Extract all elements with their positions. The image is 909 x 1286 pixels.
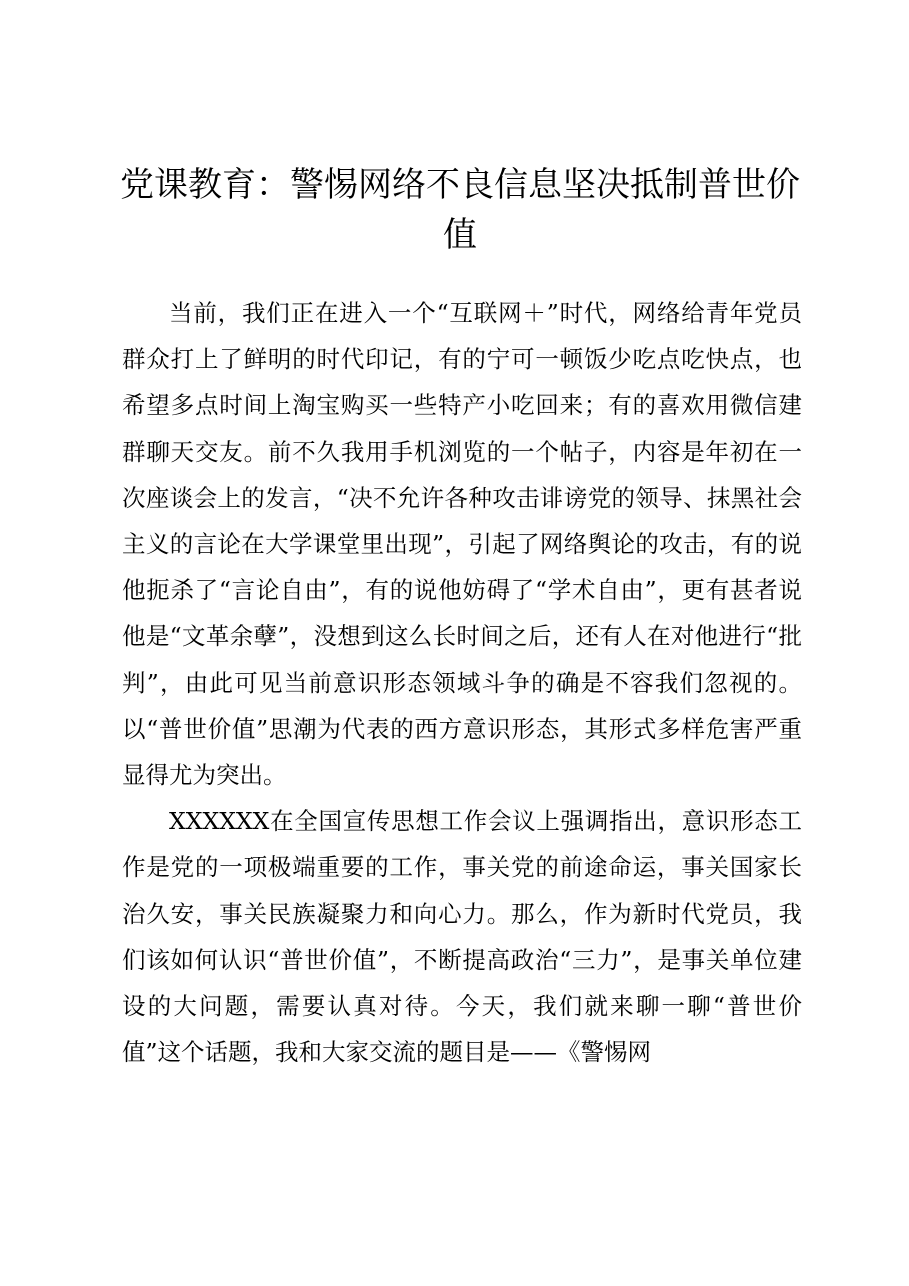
paragraph-1: 当前，我们正在进入一个“互联网＋”时代，网络给青年党员群众打上了鲜明的时代印记，有的宁可一顿饭少吃点吃快点，也希望多点时间上淘宝购买一些特产小吃回来；有的喜欢用微信建群聊天交友。前不久我用手机浏览的一个帖子，内容是年初在一次座谈会上的发言，“决不允许各种攻击诽谤党的领导、抹黑社会主义的言论在大学课堂里出现”，引起了网络舆论的攻击，有的说他扼杀了“言论自由”，有的说他妨碍了“学术自由”，更有甚者说他是“文革余孽”，没想到这么长时间之后，还有人在对他进行“批判”，由此可见当前意识形态领域斗争的确是不容我们忽视的。以“普世价值”思潮为代表的西方意识形态，其形式多样危害严重显得尤为突出。: [122, 299, 802, 790]
document-body: [122, 290, 802, 1075]
document-title: 党课教育：警惕网络不良信息坚决抵制普世价值: [120, 165, 800, 255]
paragraph-2: XXXXXX在全国宣传思想工作会议上强调指出，意识形态工作是党的一项极端重要的工作，事关党的前途命运，事关国家长治久安，事关民族凝聚力和向心力。那么，作为新时代党员，我们该如何认识“普世价值”，不断提高政治“三力”，是事关单位建设的大问题，需要认真对待。今天，我们就来聊一聊“普世价值”这个话题，我和大家交流的题目是——《警惕网: [122, 807, 802, 1067]
